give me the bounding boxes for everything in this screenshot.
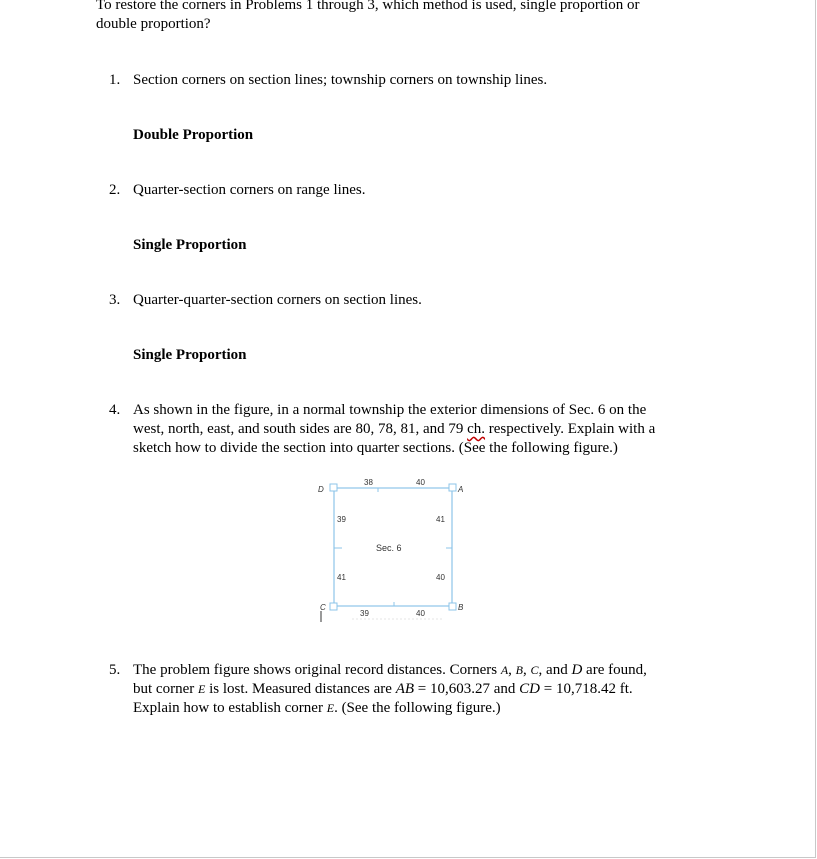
answer-1: Double Proportion bbox=[133, 127, 254, 143]
question-text: The problem figure shows original record distances. Corners A, B, C, and D are found, but corner E is lost. Measured distances are AB = 10,603.27 and CD = 10,718.42 ft. Explain how to establish corner E. (See the following figure.) bbox=[133, 662, 647, 716]
question-text: Section corners on section lines; township corners on township lines. bbox=[133, 72, 548, 88]
question-number: 1. bbox=[109, 72, 121, 88]
dim-bottom-left: 39 bbox=[360, 609, 369, 618]
corner-d-marker bbox=[330, 484, 337, 491]
question-3 bbox=[109, 291, 669, 310]
question-text: Quarter-section corners on range lines. bbox=[133, 182, 366, 198]
question-5 bbox=[109, 661, 649, 718]
dim-bottom-right: 40 bbox=[416, 609, 425, 618]
corner-c-marker bbox=[330, 603, 337, 610]
question-number: 3. bbox=[109, 292, 121, 308]
corner-a-label: A bbox=[458, 485, 464, 494]
question-1 bbox=[109, 71, 669, 90]
dim-right-bottom: 40 bbox=[436, 573, 445, 582]
question-number: 2. bbox=[109, 182, 121, 198]
question-number: 5. bbox=[109, 662, 121, 678]
corner-b-marker bbox=[449, 603, 456, 610]
dim-right-top: 41 bbox=[436, 515, 445, 524]
spellcheck-underline: ch. bbox=[467, 421, 486, 437]
dim-left-top: 39 bbox=[337, 515, 346, 524]
question-2 bbox=[109, 181, 669, 200]
dim-top-left: 38 bbox=[364, 478, 373, 487]
section-label: Sec. 6 bbox=[376, 543, 402, 553]
corner-b-label: B bbox=[458, 603, 464, 612]
dim-left-bottom: 41 bbox=[337, 573, 346, 582]
question-text: As shown in the figure, in a normal township the exterior dimensions of Sec. 6 on the west, north, east, and south sides are 80, 78, 81, and 79 ch. respectively. Explain with a sketch how to divide the section into quarter sections. (See the following figure.) bbox=[133, 402, 656, 456]
intro-paragraph: To restore the corners in Problems 1 through 3, which method is used, single proportion or double proportion? bbox=[96, 0, 640, 32]
corner-d-label: D bbox=[318, 485, 324, 494]
answer-3: Single Proportion bbox=[133, 347, 247, 363]
dim-top-right: 40 bbox=[416, 478, 425, 487]
section-6-figure bbox=[312, 476, 472, 628]
question-4 bbox=[109, 401, 659, 458]
corner-c-label: C bbox=[320, 603, 326, 612]
corner-a-marker bbox=[449, 484, 456, 491]
question-text: Quarter-quarter-section corners on section lines. bbox=[133, 292, 422, 308]
question-number: 4. bbox=[109, 402, 121, 418]
answer-2: Single Proportion bbox=[133, 237, 247, 253]
